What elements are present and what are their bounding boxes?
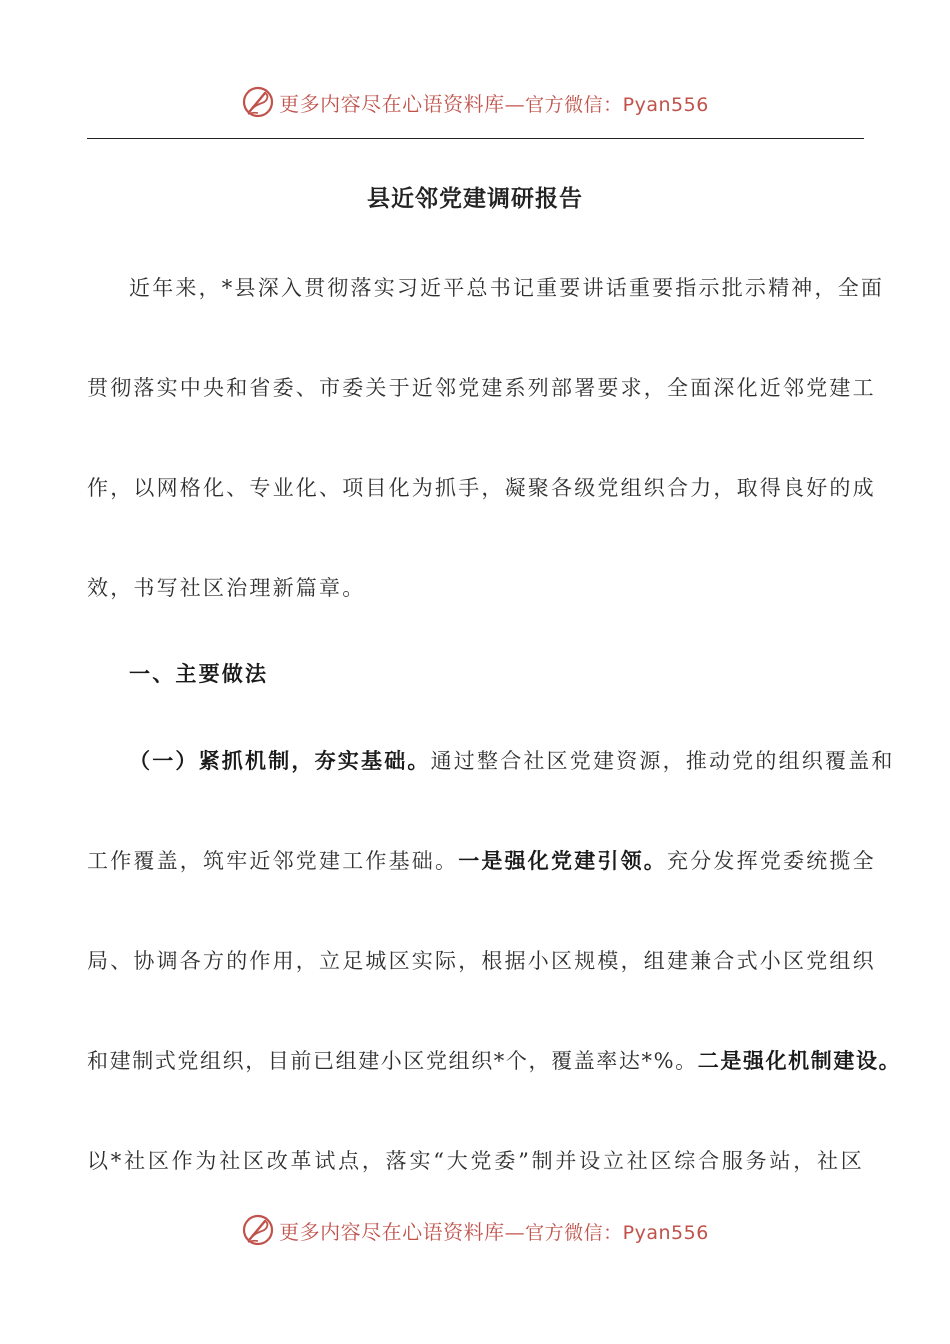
header-watermark-banner xyxy=(0,82,950,122)
quill-logo-icon xyxy=(241,1213,275,1247)
document-title: 县近邻党建调研报告 xyxy=(367,185,583,212)
point-bold: 一是强化党建引领。 xyxy=(458,848,668,873)
paragraph-line: 作，以网格化、专业化、项目化为抓手，凝聚各级党组织合力，取得良好的成 xyxy=(87,476,876,500)
paragraph-line: （一）紧抓机制，夯实基础。通过整合社区党建资源，推动党的组织覆盖和 xyxy=(129,748,895,773)
section-heading: 一、主要做法 xyxy=(129,661,269,686)
paragraph-line: 贯彻落实中央和省委、市委关于近邻党建系列部署要求，全面深化近邻党建工 xyxy=(87,376,876,400)
banner-text: 更多内容尽在心语资料库—官方微信：Pyan556 xyxy=(279,1219,709,1244)
subheading-bold: （一）紧抓机制，夯实基础。 xyxy=(129,748,431,773)
paragraph-line: 近年来，*县深入贯彻落实习近平总书记重要讲话重要指示批示精神，全面 xyxy=(129,276,885,300)
banner-text: 更多内容尽在心语资料库—官方微信：Pyan556 xyxy=(279,91,709,116)
point-bold: 二是强化机制建设。 xyxy=(697,1048,902,1073)
paragraph-line: 以*社区作为社区改革试点，落实“大党委”制并设立社区综合服务站，社区 xyxy=(87,1149,864,1173)
paragraph-line: 和建制式党组织，目前已组建小区党组织*个，覆盖率达*%。二是强化机制建设。 xyxy=(87,1048,902,1073)
footer-watermark-banner xyxy=(0,1210,950,1250)
header-divider xyxy=(87,138,864,139)
paragraph-line: 局、协调各方的作用，立足城区实际，根据小区规模，组建兼合式小区党组织 xyxy=(87,949,876,973)
quill-logo-icon xyxy=(241,85,275,119)
paragraph-line: 工作覆盖，筑牢近邻党建工作基础。一是强化党建引领。充分发挥党委统揽全 xyxy=(87,848,876,873)
paragraph-line: 效，书写社区治理新篇章。 xyxy=(87,576,366,600)
